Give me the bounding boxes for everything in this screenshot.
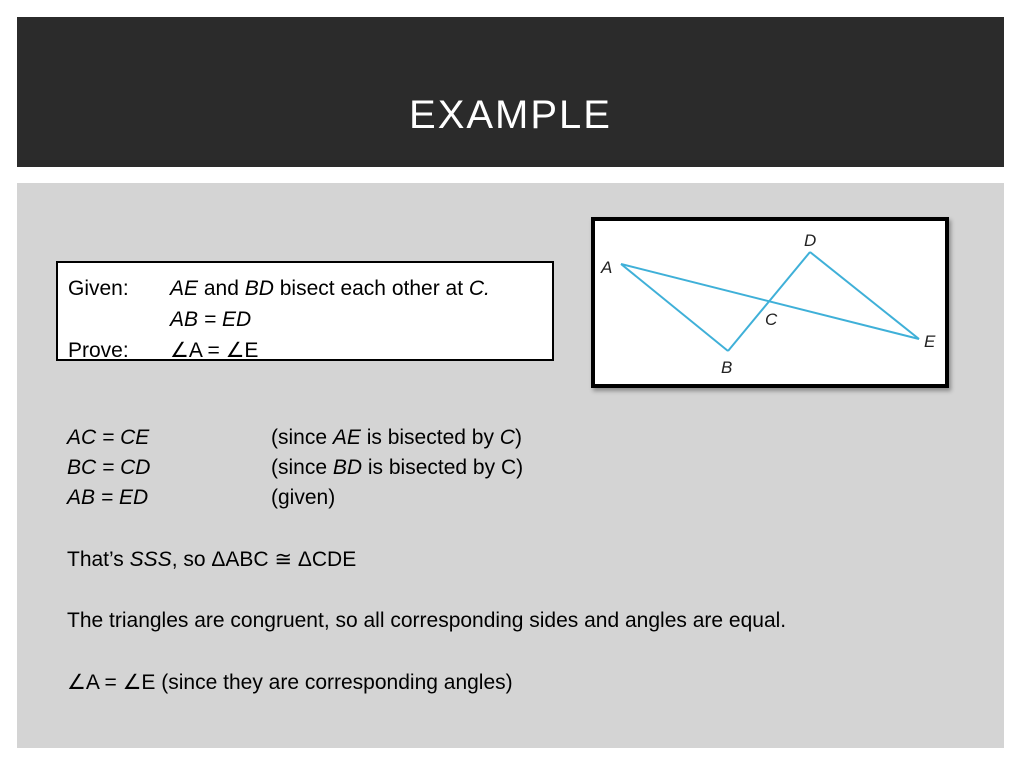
proof-statement-3: AB = ED bbox=[67, 486, 149, 509]
proof-reason-2: (since BD is bisected by C) bbox=[271, 456, 524, 479]
point-label-c: C bbox=[765, 310, 778, 329]
point-label-d: D bbox=[804, 231, 817, 250]
given-statement: AE and BD bisect each other at C. bbox=[170, 277, 490, 300]
slide-header bbox=[17, 17, 1004, 167]
given-label: Given: bbox=[68, 277, 129, 300]
triangle-figure bbox=[591, 217, 949, 388]
point-label-e: E bbox=[924, 332, 936, 351]
prove-label: Prove: bbox=[68, 339, 129, 362]
congruent-line: The triangles are congruent, so all corresponding sides and angles are equal. bbox=[67, 609, 787, 632]
slide-content bbox=[17, 183, 1004, 748]
proof-statement-1: AC = CE bbox=[67, 426, 150, 449]
triangle-diagram bbox=[595, 221, 945, 384]
proof-statement-2: BC = CD bbox=[67, 456, 151, 479]
segment-bd bbox=[728, 252, 810, 351]
point-label-a: A bbox=[601, 258, 613, 277]
given-line-2: AB = ED bbox=[170, 308, 252, 331]
slide-title: EXAMPLE bbox=[409, 93, 612, 137]
sss-line: That’s SSS, so ΔABC ≅ ΔCDE bbox=[67, 548, 357, 571]
prove-statement: ∠A = ∠E bbox=[170, 339, 259, 362]
proof-reason-3: (given) bbox=[271, 486, 336, 509]
conclusion-line: ∠A = ∠E (since they are corresponding angles) bbox=[67, 671, 513, 694]
proof-reason-1: (since AE is bisected by C) bbox=[271, 426, 522, 449]
given-prove-box bbox=[56, 261, 554, 361]
point-label-b: B bbox=[721, 358, 733, 377]
